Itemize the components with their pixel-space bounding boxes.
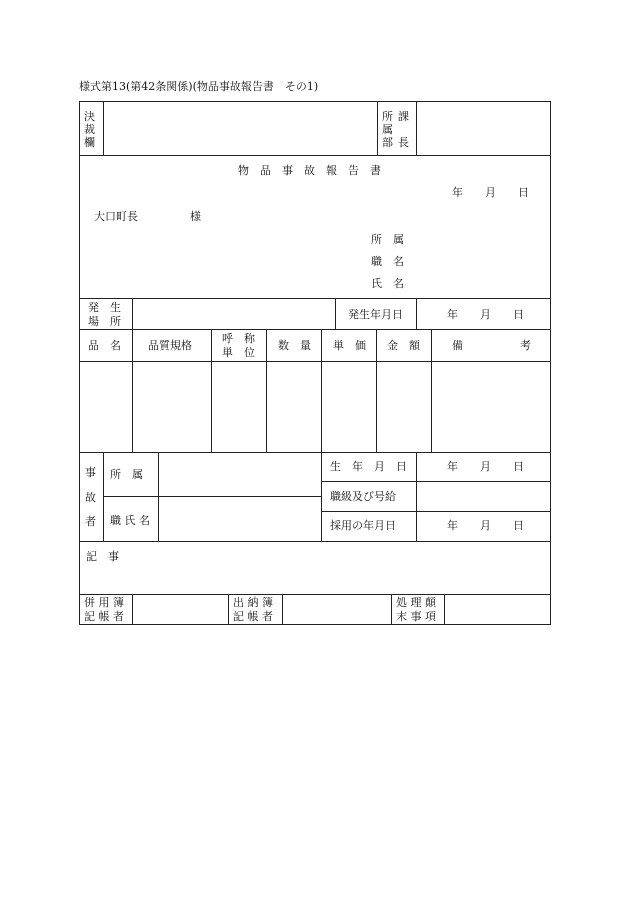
hire-value: 年 月 日 — [447, 519, 524, 532]
honorific: 様 — [190, 210, 201, 223]
occurrence-date-label: 発生年月日 — [348, 308, 403, 321]
kessai-label-3: 欄 — [84, 136, 95, 149]
cash-label-1: 出 納 簿 — [233, 596, 273, 609]
col-item-name: 品 名 — [88, 339, 121, 352]
dept-label-a3: 部 — [382, 136, 393, 149]
dept-label-a2: 属 — [382, 123, 393, 136]
col-spec: 品質規格 — [148, 339, 192, 352]
accident-side-2: 故 — [85, 491, 96, 504]
place-label-line2: 場 所 — [88, 315, 121, 328]
accident-affiliation-label: 所 属 — [110, 468, 143, 481]
reporter-name-label: 氏 名 — [371, 277, 404, 290]
col-qty: 数 量 — [278, 339, 311, 352]
col-price: 単 価 — [333, 339, 366, 352]
col-unit-line1: 呼 称 — [222, 332, 255, 345]
reporter-affiliation-label: 所 属 — [371, 233, 404, 246]
proc-label-1: 処 理 顛 — [396, 596, 436, 609]
grade-label: 職級及び号給 — [330, 490, 396, 503]
place-label-line1: 発 生 — [88, 301, 121, 314]
report-date: 年 月 日 — [452, 186, 529, 199]
cash-label-2: 記 帳 者 — [233, 610, 273, 623]
birthdate-label: 生 年 月 日 — [330, 460, 407, 473]
reporter-position-label: 職 名 — [371, 255, 404, 268]
col-remarks-a: 備 — [452, 339, 463, 352]
notes-label: 記 事 — [86, 550, 119, 563]
dept-label-b3: 長 — [398, 136, 409, 149]
ledger-label-2: 記 帳 者 — [84, 610, 124, 623]
dept-label-a1: 所 — [382, 110, 393, 123]
kessai-label-2: 裁 — [84, 123, 95, 136]
accident-side-3: 者 — [85, 515, 96, 528]
col-remarks-b: 考 — [520, 339, 531, 352]
dept-label-b1: 課 — [398, 110, 409, 123]
birthdate-value: 年 月 日 — [447, 460, 524, 473]
col-unit-line2: 単 位 — [222, 346, 255, 359]
hire-label: 採用の年月日 — [330, 519, 396, 532]
occurrence-date-value: 年 月 日 — [447, 308, 524, 321]
accident-position-name-label: 職 氏 名 — [110, 514, 150, 527]
form-heading: 様式第13(第42条関係)(物品事故報告書 その1) — [79, 80, 319, 93]
ledger-label-1: 併 用 簿 — [84, 596, 124, 609]
report-title: 物 品 事 故 報 告 書 — [238, 164, 381, 177]
proc-label-2: 末 事 項 — [396, 610, 436, 623]
col-amount: 金 額 — [387, 339, 420, 352]
accident-side-1: 事 — [85, 466, 96, 479]
kessai-label-1: 決 — [84, 110, 95, 123]
addressee: 大口町長 — [94, 210, 138, 223]
